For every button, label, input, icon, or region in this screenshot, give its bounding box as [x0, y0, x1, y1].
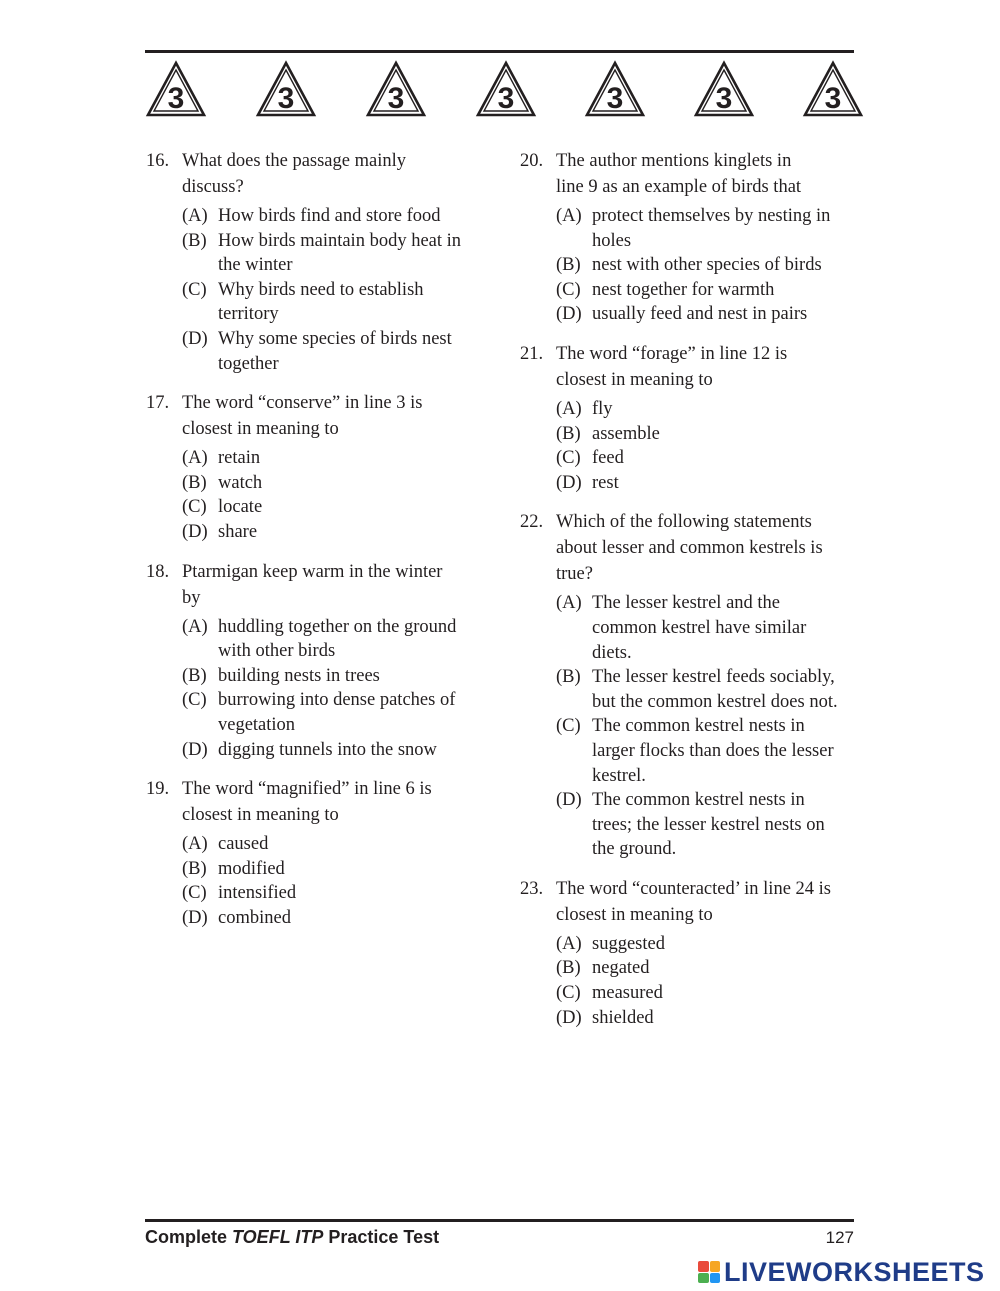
option-text: huddling together on the ground with other birds [218, 616, 457, 662]
option-letter: (A) [182, 616, 208, 637]
liveworksheets-watermark[interactable] [698, 1256, 985, 1288]
answer-option-c[interactable] [556, 446, 860, 471]
question-20 [520, 148, 860, 327]
svg-text:3: 3 [277, 82, 295, 115]
option-text: The lesser kestrel and the common kestrel have similar diets. [592, 593, 807, 663]
section-3-triangle-icon [693, 60, 755, 118]
option-text: watch [218, 472, 263, 493]
answer-option-d[interactable] [556, 788, 860, 862]
top-rule [145, 50, 854, 53]
logo-tile [698, 1273, 709, 1284]
question-number: 18. [146, 561, 170, 582]
answer-option-a[interactable] [556, 204, 860, 253]
option-text: intensified [218, 883, 297, 904]
answer-option-b[interactable] [556, 253, 860, 278]
answer-option-a[interactable] [182, 446, 486, 471]
answer-option-a[interactable] [182, 204, 486, 229]
answer-option-b[interactable] [556, 665, 860, 714]
section-3-triangle-icon [255, 60, 317, 118]
option-letter: (D) [182, 739, 208, 760]
svg-text:3: 3 [497, 82, 515, 115]
answer-options [556, 932, 860, 1030]
answer-options [182, 204, 486, 376]
option-text: The common kestrel nests in trees; the lesser kestrel nests on the ground. [592, 790, 825, 860]
question-text: The word “magnified” in line 6 is closest in meaning to [182, 779, 432, 826]
question-number: 20. [520, 151, 544, 171]
question-text: The author mentions kinglets in line 9 as an example of birds that [556, 151, 802, 197]
question-text: Ptarmigan keep warm in the winter by [182, 561, 443, 608]
option-text: burrowing into dense patches of vegetation [218, 690, 456, 735]
question-number: 21. [520, 343, 544, 364]
question-19 [146, 776, 486, 930]
answer-option-c[interactable] [556, 981, 860, 1006]
question-number: 19. [146, 779, 170, 800]
option-text: nest with other species of birds [592, 255, 822, 276]
answer-option-b[interactable] [556, 422, 860, 447]
question-number: 23. [520, 878, 544, 899]
answer-option-d[interactable] [182, 520, 486, 545]
answer-option-b[interactable] [182, 229, 486, 278]
answer-option-a[interactable] [182, 615, 486, 664]
option-letter: (C) [556, 448, 581, 469]
question-text: The word “conserve” in line 3 is closest in meaning to [182, 393, 423, 440]
option-letter: (B) [182, 230, 207, 251]
option-letter: (B) [182, 472, 207, 493]
answer-option-d[interactable] [556, 302, 860, 327]
option-letter: (A) [182, 448, 208, 469]
option-text: fly [592, 398, 613, 419]
option-text: How birds maintain body heat in the winter [218, 230, 462, 276]
option-letter: (C) [182, 497, 207, 518]
option-text: protect themselves by nesting in holes [592, 206, 831, 251]
svg-text:3: 3 [715, 82, 733, 115]
option-text: shielded [592, 1007, 654, 1028]
option-letter: (A) [556, 206, 582, 226]
svg-text:3: 3 [606, 82, 624, 115]
logo-tile [710, 1261, 721, 1272]
answer-options [556, 591, 860, 862]
answer-options [556, 397, 860, 495]
answer-option-d[interactable] [182, 327, 486, 376]
question-16 [146, 148, 486, 376]
right-column [520, 148, 860, 1044]
section-3-triangle-icon [365, 60, 427, 118]
question-text: The word “counteracted’ in line 24 is closest in meaning to [556, 878, 831, 925]
option-text: building nests in trees [218, 665, 380, 686]
option-text: How birds find and store food [218, 206, 441, 226]
footer-title: Complete TOEFL ITP Practice Test [145, 1227, 440, 1247]
answer-option-b[interactable] [556, 956, 860, 981]
question-23 [520, 876, 860, 1030]
answer-option-c[interactable] [182, 278, 486, 327]
svg-text:3: 3 [167, 82, 185, 115]
answer-option-c[interactable] [556, 714, 860, 788]
option-letter: (B) [556, 667, 581, 688]
section-3-triangle-icon [145, 60, 207, 118]
option-letter: (A) [556, 398, 582, 419]
option-text: retain [218, 448, 261, 469]
question-22 [520, 509, 860, 862]
option-text: assemble [592, 423, 660, 444]
option-letter: (C) [556, 716, 581, 737]
answer-option-c[interactable] [182, 688, 486, 737]
option-letter: (D) [182, 521, 208, 542]
question-21 [520, 341, 860, 495]
question-text: What does the passage mainly discuss? [182, 151, 406, 197]
option-letter: (A) [556, 593, 582, 614]
option-text: rest [592, 472, 619, 493]
svg-text:3: 3 [824, 82, 842, 115]
svg-text:3: 3 [387, 82, 405, 115]
option-text: modified [218, 858, 285, 879]
option-text: The lesser kestrel feeds sociably, but the common kestrel does not. [592, 667, 838, 712]
option-text: feed [592, 448, 624, 469]
option-text: Why some species of birds nest together [218, 328, 452, 374]
option-text: locate [218, 497, 263, 518]
option-letter: (B) [556, 255, 581, 276]
left-column [146, 148, 486, 944]
answer-option-a[interactable] [556, 397, 860, 422]
question-17 [146, 390, 486, 544]
option-letter: (B) [556, 423, 581, 444]
logo-tile [698, 1261, 709, 1272]
answer-options [182, 615, 486, 763]
option-text: negated [592, 958, 650, 979]
question-number: 22. [520, 512, 544, 533]
option-letter: (C) [556, 983, 581, 1004]
page-number: 127 [825, 1228, 854, 1247]
question-text: Which of the following statements about lesser and common kestrels is true? [556, 512, 823, 585]
option-text: measured [592, 983, 663, 1004]
option-letter: (D) [182, 907, 208, 928]
answer-option-d[interactable] [556, 1006, 860, 1031]
option-letter: (A) [182, 834, 208, 855]
answer-option-a[interactable] [556, 591, 860, 665]
answer-option-c[interactable] [556, 278, 860, 303]
option-text: digging tunnels into the snow [218, 739, 437, 760]
question-number: 16. [146, 151, 170, 171]
footer-rule [145, 1219, 854, 1222]
logo-tile [710, 1273, 721, 1284]
answer-option-d[interactable] [182, 738, 486, 763]
option-letter: (B) [182, 858, 207, 879]
option-text: suggested [592, 933, 665, 954]
answer-option-b[interactable] [182, 857, 486, 882]
answer-options [182, 832, 486, 930]
section-3-triangle-icon [584, 60, 646, 118]
option-text: caused [218, 834, 269, 855]
option-letter: (D) [556, 304, 582, 325]
option-letter: (A) [182, 206, 208, 226]
answer-option-d[interactable] [182, 906, 486, 931]
option-letter: (B) [556, 958, 581, 979]
option-letter: (D) [556, 472, 582, 493]
section-markers [145, 60, 865, 120]
option-letter: (D) [556, 1007, 582, 1028]
liveworksheets-logo-icon [698, 1261, 720, 1283]
section-3-triangle-icon [475, 60, 537, 118]
answer-option-b[interactable] [182, 471, 486, 496]
option-text: nest together for warmth [592, 279, 775, 300]
option-letter: (C) [556, 279, 581, 300]
question-18 [146, 559, 486, 763]
option-letter: (C) [182, 690, 207, 711]
option-letter: (C) [182, 279, 207, 300]
option-letter: (B) [182, 665, 207, 686]
answer-option-d[interactable] [556, 471, 860, 496]
option-text: usually feed and nest in pairs [592, 304, 808, 325]
option-letter: (D) [556, 790, 582, 811]
option-text: share [218, 521, 258, 542]
watermark-text: LIVEWORKSHEETS [724, 1256, 985, 1287]
option-letter: (A) [556, 933, 582, 954]
answer-option-a[interactable] [182, 832, 486, 857]
option-letter: (C) [182, 883, 207, 904]
option-text: Why birds need to establish territory [218, 279, 424, 325]
option-text: The common kestrel nests in larger flocks than does the lesser kestrel. [592, 716, 834, 786]
answer-option-a[interactable] [556, 932, 860, 957]
option-text: combined [218, 907, 291, 928]
option-letter: (D) [182, 328, 208, 349]
answer-options [556, 204, 860, 327]
question-text: The word “forage” in line 12 is closest in meaning to [556, 343, 788, 390]
answer-option-c[interactable] [182, 881, 486, 906]
section-3-triangle-icon [802, 60, 864, 118]
question-number: 17. [146, 393, 170, 414]
answer-options [182, 446, 486, 544]
answer-option-b[interactable] [182, 664, 486, 689]
answer-option-c[interactable] [182, 495, 486, 520]
